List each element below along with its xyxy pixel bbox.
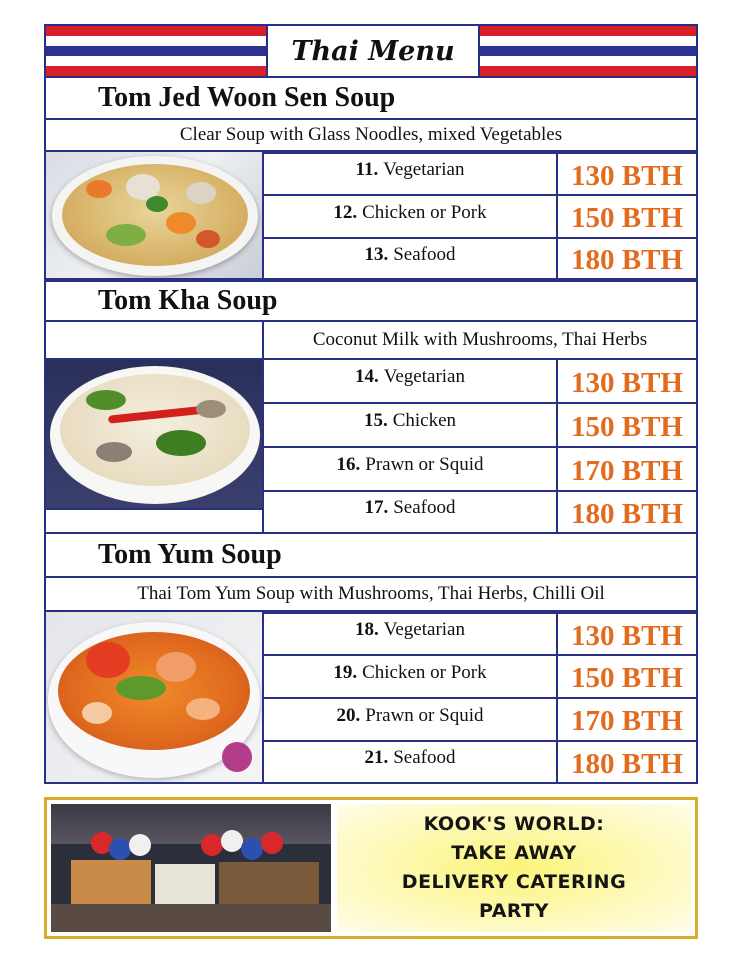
item-name: Seafood [393, 243, 456, 265]
banner-line-4: PARTY [479, 900, 549, 922]
menu-item-17: 17. Seafood 180 BTH [262, 492, 698, 534]
item-price: 150 BTH [571, 202, 683, 234]
menu-item-16: 16. Prawn or Squid 170 BTH [262, 448, 698, 492]
section-desc-tom-yum: Thai Tom Yum Soup with Mushrooms, Thai Herbs, Chilli Oil [44, 578, 698, 612]
item-name: Vegetarian [383, 159, 465, 180]
menu-title: Thai Menu [266, 26, 480, 76]
section-title-tom-jed: Tom Jed Woon Sen Soup [44, 78, 698, 120]
item-price: 130 BTH [571, 159, 683, 192]
photo-spacer [44, 510, 264, 534]
item-price: 180 BTH [571, 497, 683, 530]
banner-line-2: TAKE AWAY [451, 842, 577, 864]
item-name: Prawn or Squid [365, 454, 484, 475]
item-name: Vegetarian [383, 619, 465, 640]
item-price: 170 BTH [571, 454, 683, 487]
item-name: Chicken or Pork [362, 661, 487, 683]
item-price: 150 BTH [571, 410, 683, 443]
thai-flag-left [46, 26, 266, 76]
item-name: Vegetarian [383, 366, 465, 387]
soup-photo-tom-yum [44, 612, 264, 784]
item-price: 170 BTH [571, 705, 683, 737]
section-desc-tom-kha: Coconut Milk with Mushrooms, Thai Herbs [262, 322, 698, 360]
restaurant-photo [51, 804, 331, 932]
banner-line-3: DELIVERY CATERING [401, 871, 627, 893]
section-desc-tom-jed: Clear Soup with Glass Noodles, mixed Vegetables [44, 120, 698, 152]
menu-item-21: 21. Seafood 180 BTH [262, 742, 698, 784]
item-name: Chicken or Pork [362, 201, 487, 223]
item-price: 180 BTH [571, 244, 683, 276]
item-price: 130 BTH [571, 366, 683, 399]
menu-item-20: 20. Prawn or Squid 170 BTH [262, 699, 698, 742]
thai-flag-right [480, 26, 696, 76]
menu-item-19: 19. Chicken or Pork 150 BTH [262, 656, 698, 699]
section-title-tom-yum: Tom Yum Soup [44, 534, 698, 578]
item-name: Prawn or Squid [365, 704, 484, 726]
banner-text [337, 804, 691, 932]
item-name: Seafood [393, 747, 456, 768]
menu-item-14: 14. Vegetarian 130 BTH [262, 360, 698, 404]
menu-item-13: 13. Seafood 180 BTH [262, 239, 698, 280]
restaurant-banner [44, 797, 698, 939]
section-desc-spacer [44, 322, 264, 360]
item-price: 180 BTH [571, 747, 683, 780]
menu-item-12: 12. Chicken or Pork 150 BTH [262, 196, 698, 239]
menu-item-18: 18. Vegetarian 130 BTH [262, 612, 698, 656]
item-name: Seafood [393, 497, 456, 518]
item-price: 150 BTH [571, 662, 683, 694]
menu-header [44, 24, 698, 78]
item-price: 130 BTH [571, 619, 683, 652]
banner-line-1: KOOK'S WORLD: [423, 813, 605, 835]
item-name: Chicken [392, 410, 457, 431]
soup-photo-tom-jed [44, 152, 264, 280]
menu-item-15: 15. Chicken 150 BTH [262, 404, 698, 448]
soup-photo-tom-kha [44, 360, 264, 510]
section-title-tom-kha: Tom Kha Soup [44, 280, 698, 322]
menu-item-11: 11. Vegetarian 130 BTH [262, 152, 698, 196]
